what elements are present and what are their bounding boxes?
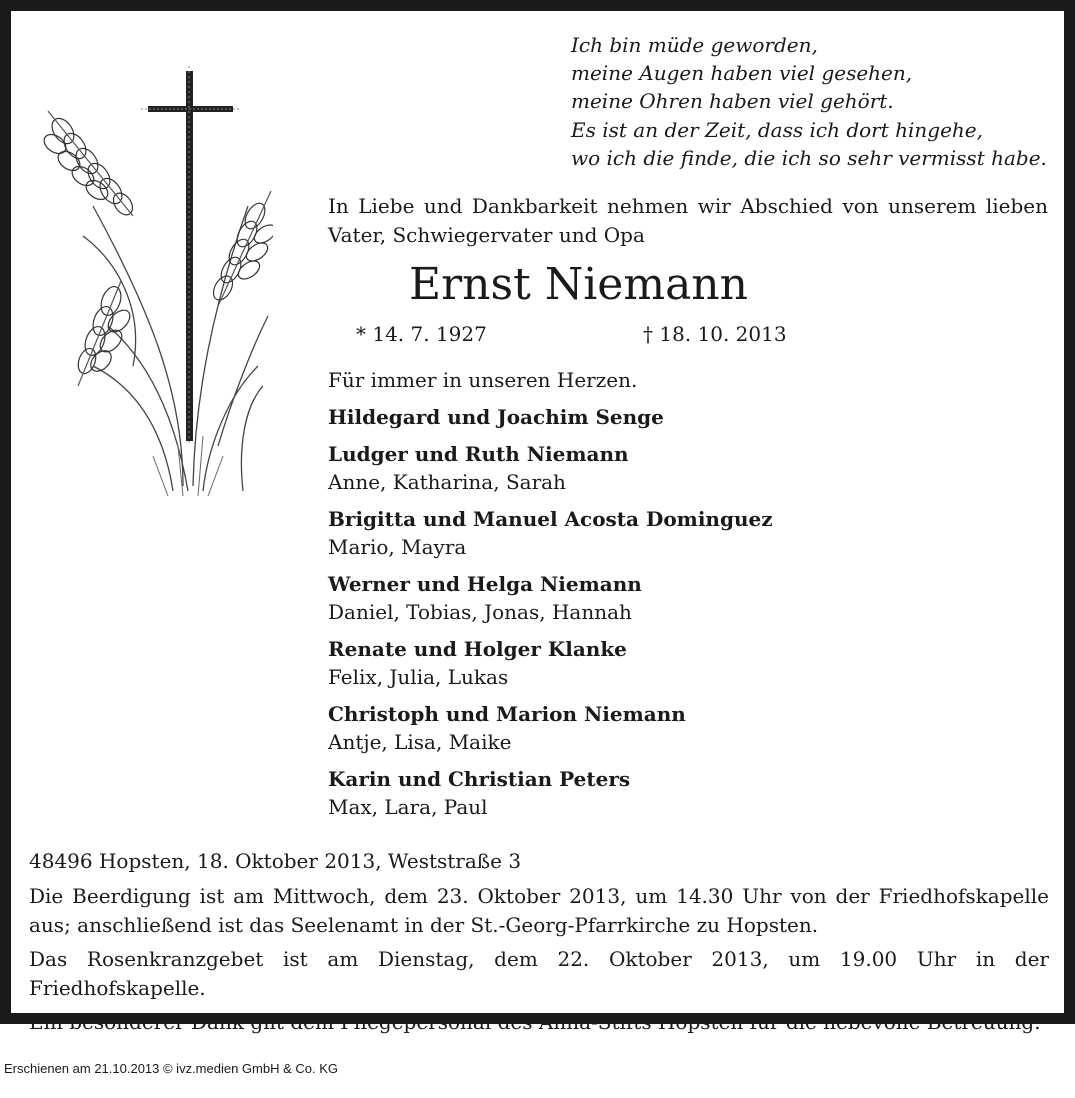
family-name: Christoph und Marion Niemann [328,702,686,726]
funeral-info: Die Beerdigung ist am Mittwoch, dem 23. Oktober 2013, um 14.30 Uhr von der Friedhofskapelle aus; anschließend ist das Seelenamt in der St.-Georg-Pfarrkirche zu Hopsten. [29,884,1049,937]
family-children: Max, Lara, Paul [328,795,488,819]
family-name: Hildegard und Joachim Senge [328,405,664,429]
family-name: Werner und Helga Niemann [328,572,642,596]
poem-line: wo ich die finde, die ich so sehr vermisst habe. [571,145,1047,170]
family-entry [328,505,1048,561]
family-list [328,403,1048,830]
family-children: Anne, Katharina, Sarah [328,470,566,494]
family-children: Antje, Lisa, Maike [328,730,512,754]
cross-with-wheat-icon [33,66,273,496]
funeral-details [29,847,1049,1042]
motto: Für immer in unseren Herzen. [328,368,638,392]
family-children: Mario, Mayra [328,535,467,559]
birth-date: * 14. 7. 1927 [356,322,487,346]
family-name: Renate und Holger Klanke [328,637,627,661]
death-date: † 18. 10. 2013 [643,322,787,346]
family-entry [328,403,1048,431]
family-name: Brigitta und Manuel Acosta Dominguez [328,507,773,531]
family-entry [328,570,1048,626]
family-children: Daniel, Tobias, Jonas, Hannah [328,600,632,624]
family-name: Karin und Christian Peters [328,767,631,791]
poem-line: Ich bin müde geworden, [571,33,818,57]
address-line: 48496 Hopsten, 18. Oktober 2013, Weststraße 3 [29,849,522,873]
poem [571,31,1071,172]
family-name: Ludger und Ruth Niemann [328,442,629,466]
poem-line: meine Ohren haben viel gehört. [571,89,894,114]
family-entry [328,765,1048,821]
family-entry [328,440,1048,496]
family-children: Felix, Julia, Lukas [328,665,509,689]
poem-line: meine Augen haben viel gesehen, [571,61,913,86]
intro-text: In Liebe und Dankbarkeit nehmen wir Abschied von unserem lieben Vater, Schwiegervater und Opa [328,194,1048,247]
family-entry [328,635,1048,691]
poem-line: Es ist an der Zeit, dass ich dort hingehe, [571,117,983,142]
rosary-info: Das Rosenkranzgebet ist am Dienstag, dem 22. Oktober 2013, um 19.00 Uhr in der Friedhofskapelle. [29,947,1049,1000]
deceased-name: Ernst Niemann [409,259,748,310]
family-entry [328,700,1048,756]
thanks-info: Ein besonderer Dank gilt dem Pflegepersonal des Anna-Stifts Hopsten für die liebevolle Betreuung. [29,1010,1041,1034]
publication-footer: Erschienen am 21.10.2013 © ivz.medien GmbH & Co. KG [4,1061,339,1076]
